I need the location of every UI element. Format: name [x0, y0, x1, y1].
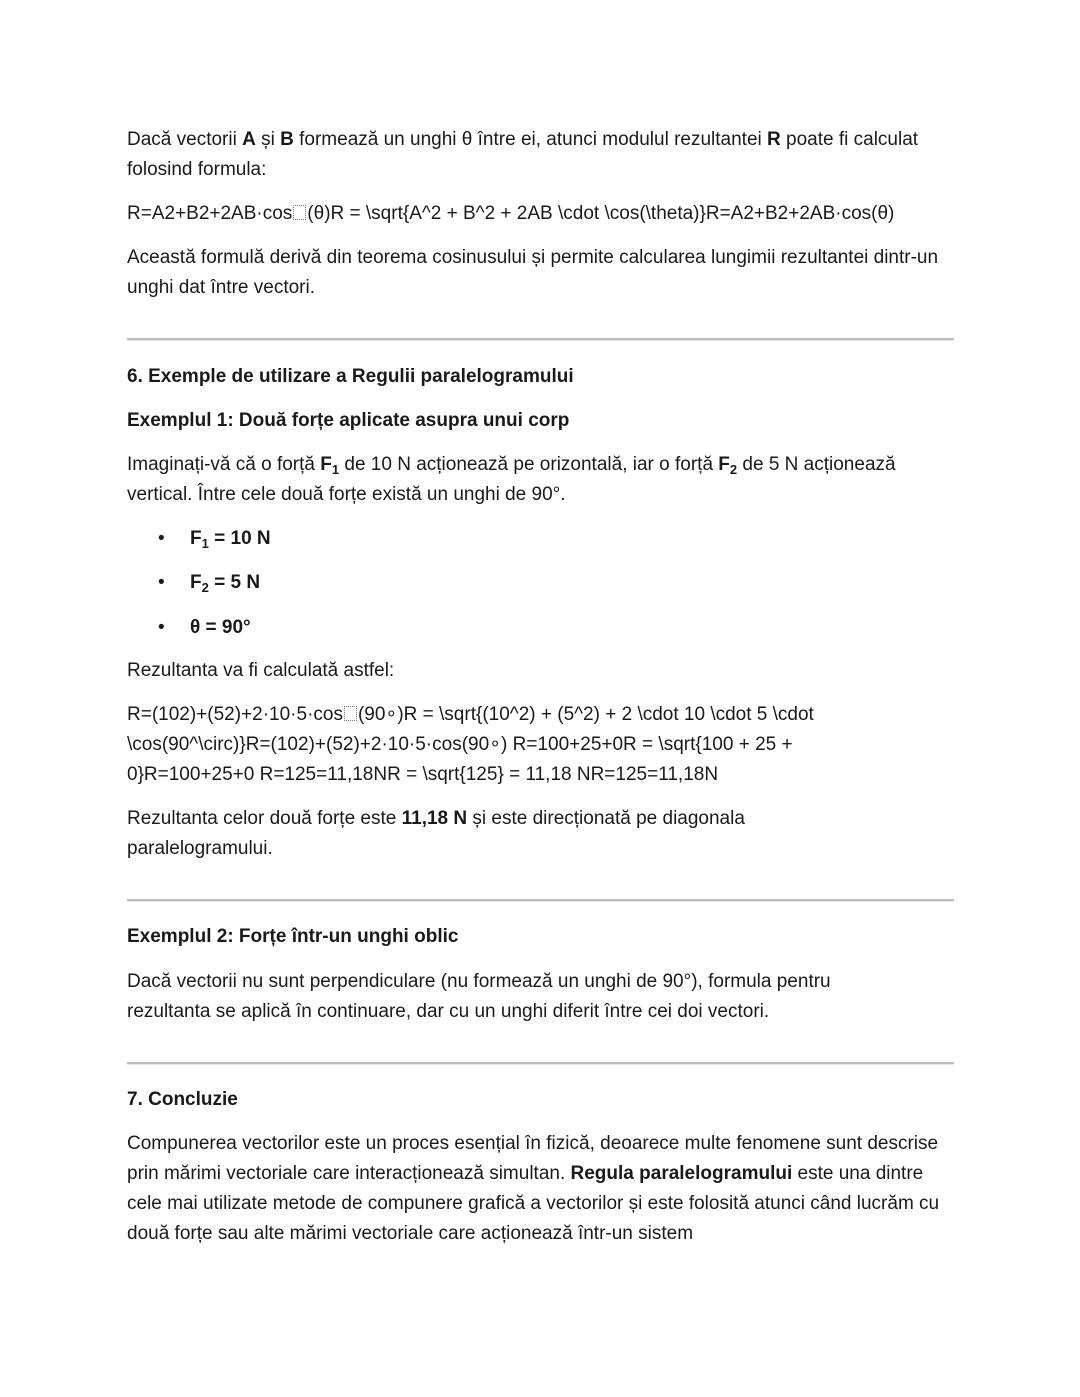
paragraph-example-2: Dacă vectorii nu sunt perpendiculare (nu formează un unghi de 90°), formula pentru rezultanta se aplică în continuare, dar cu un unghi diferit între cei doi vectori.	[127, 971, 831, 1022]
paragraph-intro: Dacă vectorii A și B formează un unghi θ între ei, atunci modulul rezultantei R poate fi calculat folosind formula:	[127, 129, 919, 180]
paragraph-result: Rezultanta celor două forțe este 11,18 N și este direcționată pe diagonala paralelogramului.	[127, 808, 745, 859]
divider	[127, 1062, 954, 1065]
example-2-title: Exemplul 2: Forțe într-un unghi oblic	[127, 926, 459, 947]
paragraph-conclusion: Compunerea vectorilor este un proces esențial în fizică, deoarece multe fenomene sunt descrise prin mărimi vectoriale care interacționează simultan. Regula paralelogramului este una dintre cele mai utilizate metode de compunere grafică a vectorilor și este folosită atunci când lucrăm cu două forțe sau alte mărimi vectoriale care acționează într-un sistem	[127, 1133, 940, 1244]
paragraph-cosine: Această formulă derivă din teorema cosinusului și permite calcularea lungimii rezultantei dintr-un unghi dat între vectori.	[127, 247, 939, 298]
paragraph-calc: Rezultanta va fi calculată astfel:	[127, 660, 395, 681]
example-1-title: Exemplul 1: Două forțe aplicate asupra unui corp	[127, 410, 570, 431]
missing-glyph-icon	[344, 706, 357, 721]
section-heading-6: 6. Exemple de utilizare a Regulii paralelogramului	[127, 366, 574, 387]
list-item: • θ = 90°	[158, 613, 251, 643]
formula-example-1: R=(102)+(52)+2·10·5·cos (90∘)R = \sqrt{(10^2) + (5^2) + 2 \cdot 10 \cdot 5 \cdot \cos(90^\circ)}R=(102)+(52)+2·10·5·cos(90∘) R=100+25+0R = \sqrt{100 + 25 + 0}R=100+25+0 R=125=11,18NR = \sqrt{125} = 11,18 NR=125=11,18N	[127, 704, 814, 785]
list-item: • $F_2 = 5$ N	[158, 568, 260, 598]
divider	[127, 899, 954, 902]
divider	[127, 338, 954, 341]
missing-glyph-icon	[293, 205, 306, 220]
list-item: • $F_1 = 10$ N	[158, 524, 271, 554]
section-heading-7: 7. Concluzie	[127, 1089, 238, 1110]
paragraph-example-1: Imaginați-vă că o forță $F_1$ de 10 N acționează pe orizontală, iar o forță $F_2$ de 5 N acționează vertical. Între cele două forțe există un unghi de 90°.	[127, 454, 896, 505]
formula-resultant: R=A2+B2+2AB·cos (θ)R = \sqrt{A^2 + B^2 + 2AB \cdot \cos(\theta)}R=A2+B2+2AB·cos(θ)	[127, 203, 895, 224]
